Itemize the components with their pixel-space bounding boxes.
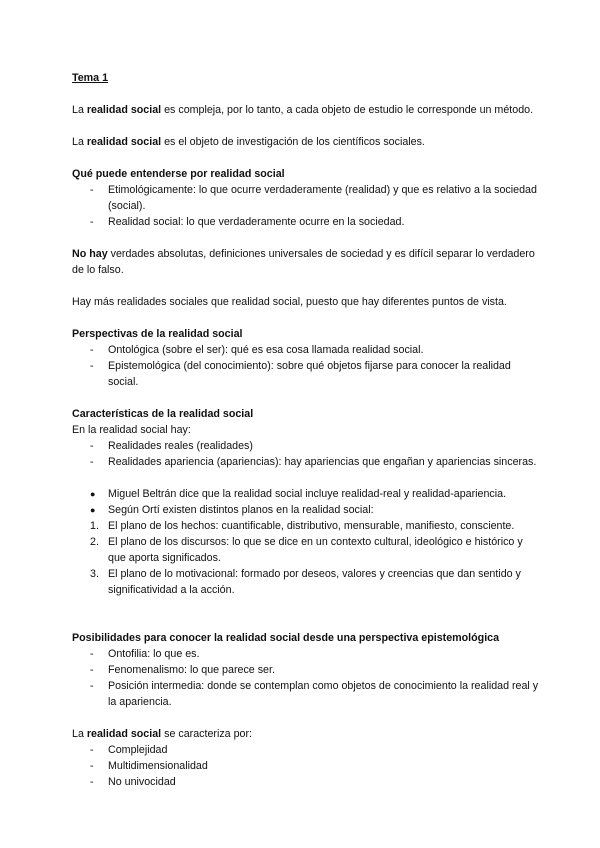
bold-term: realidad social (86, 104, 162, 116)
paragraph-object (72, 134, 542, 150)
list-item (72, 662, 542, 678)
list-item (72, 678, 542, 710)
list-item-text: Ontológica (sobre el ser): qué es esa cosa llamada realidad social. (108, 344, 424, 356)
list-item-text: Posición intermedia: donde se contemplan como objetos de conocimiento la realidad real y la apariencia. (108, 680, 539, 708)
section-characteristics (72, 406, 542, 598)
dash-list (72, 342, 542, 390)
list-item (72, 486, 542, 502)
list-item-text: Fenomenalismo: lo que parece ser. (108, 664, 275, 676)
text: se caracteriza por: (161, 728, 253, 740)
text: verdades absolutas, definiciones universales de sociedad y es difícil separar lo verdadero de lo falso. (72, 248, 535, 276)
page-title: Tema 1 (72, 72, 109, 84)
dash-marker: - (90, 744, 94, 756)
section-heading: Perspectivas de la realidad social (72, 328, 243, 340)
list-item (72, 566, 542, 598)
list-item (72, 518, 542, 534)
list-item-text: Ontofilia: lo que es. (108, 648, 200, 660)
list-item-text: No univocidad (108, 776, 176, 788)
bold-term: No hay (72, 248, 108, 260)
dash-marker: - (90, 648, 94, 660)
list-item-text: El plano de los discursos: lo que se dice en un contexto cultural, ideológico e histórico y que aporta significados. (108, 536, 523, 564)
dash-marker: - (90, 776, 94, 788)
list-item (72, 534, 542, 566)
paragraph-no-absolute (72, 246, 542, 278)
dash-list (72, 742, 542, 790)
list-item (72, 214, 542, 230)
numbered-list (72, 518, 542, 598)
bullet-marker: ● (90, 489, 96, 499)
section-perspectives (72, 326, 542, 390)
dash-list (72, 182, 542, 230)
dash-marker: - (90, 216, 94, 228)
list-item (72, 438, 542, 454)
list-item-text: Según Ortí existen distintos planos en la realidad social: (108, 504, 374, 516)
paragraph-complexity (72, 102, 542, 118)
dash-marker: - (90, 344, 94, 356)
list-item-text: Realidad social: lo que verdaderamente ocurre en la sociedad. (108, 216, 405, 228)
dash-marker: - (90, 664, 94, 676)
text: La (72, 136, 87, 148)
dash-list (72, 646, 542, 710)
bold-term: realidad social (86, 728, 162, 740)
section-heading: Qué puede entenderse por realidad social (72, 168, 285, 180)
number-marker: 3. (90, 568, 99, 580)
list-item-text: El plano de los hechos: cuantificable, distributivo, mensurable, manifiesto, consciente. (108, 520, 515, 532)
dash-marker: - (90, 760, 94, 772)
paragraph-characterized-by (72, 726, 542, 742)
section-possibilities (72, 630, 542, 710)
dash-marker: - (90, 456, 94, 468)
list-item-text: Epistemológica (del conocimiento): sobre qué objetos fijarse para conocer la realidad social. (108, 360, 511, 388)
list-item (72, 742, 542, 758)
section-heading: Posibilidades para conocer la realidad social desde una perspectiva epistemológica (72, 632, 500, 644)
list-item-text: Realidades apariencia (apariencias): hay apariencias que engañan y apariencias sinceras. (108, 456, 537, 468)
list-item (72, 774, 542, 790)
text: es compleja, por lo tanto, a cada objeto de estudio le corresponde un método. (161, 104, 534, 116)
dash-marker: - (90, 360, 94, 372)
section-intro: En la realidad social hay: (72, 424, 191, 436)
bullet-marker: ● (90, 505, 96, 515)
list-item-text: Etimológicamente: lo que ocurre verdaderamente (realidad) y que es relativo a la sociedad (social). (108, 184, 537, 212)
list-item (72, 454, 542, 470)
list-item-text: Complejidad (108, 744, 168, 756)
section-heading: Características de la realidad social (72, 408, 254, 420)
dash-list (72, 438, 542, 470)
list-item (72, 358, 542, 390)
list-item (72, 182, 542, 214)
text: La (72, 728, 87, 740)
list-item-text: El plano de lo motivacional: formado por deseos, valores y creencias que dan sentido y significatividad a la acción. (108, 568, 521, 596)
text: La (72, 104, 87, 116)
list-item (72, 646, 542, 662)
number-marker: 2. (90, 536, 99, 548)
number-marker: 1. (90, 520, 99, 532)
dash-marker: - (90, 680, 94, 692)
list-item (72, 758, 542, 774)
list-item-text: Miguel Beltrán dice que la realidad social incluye realidad-real y realidad-apariencia. (108, 488, 507, 500)
document-page (72, 70, 542, 790)
dash-marker: - (90, 184, 94, 196)
list-item (72, 342, 542, 358)
text: es el objeto de investigación de los científicos sociales. (161, 136, 425, 148)
bold-term: realidad social (86, 136, 162, 148)
list-item-text: Multidimensionalidad (108, 760, 208, 772)
bullet-list (72, 486, 542, 518)
paragraph-viewpoints: Hay más realidades sociales que realidad social, puesto que hay diferentes puntos de vista. (72, 296, 507, 308)
dash-marker: - (90, 440, 94, 452)
list-item (72, 502, 542, 518)
list-item-text: Realidades reales (realidades) (108, 440, 253, 452)
section-definition (72, 166, 542, 230)
